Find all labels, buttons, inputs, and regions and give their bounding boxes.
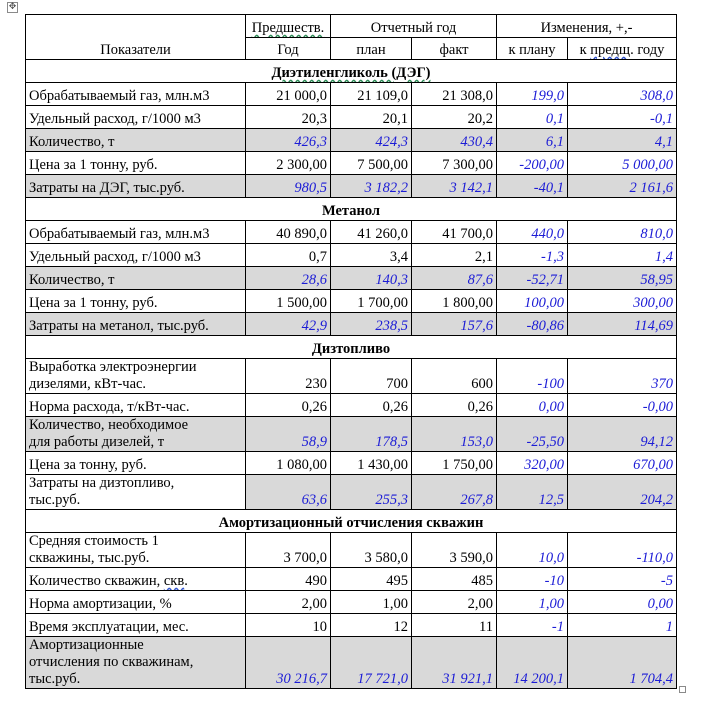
row-label: Цена за тонну, руб. <box>26 452 246 475</box>
table-row <box>26 637 677 689</box>
cell-diff-plan: -1 <box>497 614 568 637</box>
cell-diff-prev: 114,69 <box>568 313 677 336</box>
table-row <box>26 313 677 336</box>
cell-diff-plan: -1,3 <box>497 244 568 267</box>
table-row <box>26 244 677 267</box>
table-row <box>26 568 677 591</box>
cell-fact: 157,6 <box>412 313 497 336</box>
row-label: Обрабатываемый газ, млн.м3 <box>26 83 246 106</box>
cell-diff-plan: 100,00 <box>497 290 568 313</box>
cell-diff-prev: 810,0 <box>568 221 677 244</box>
row-label: Выработка электроэнергии дизелями, кВт-час. <box>26 359 246 394</box>
table-row <box>26 175 677 198</box>
cell-plan: 1 700,00 <box>331 290 412 313</box>
cell-plan: 0,26 <box>331 394 412 417</box>
table-row <box>26 359 677 394</box>
cell-plan: 1 430,00 <box>331 452 412 475</box>
cell-diff-plan: -25,50 <box>497 417 568 452</box>
cell-plan: 495 <box>331 568 412 591</box>
cell-prev: 10 <box>246 614 331 637</box>
cell-prev: 3 700,0 <box>246 533 331 568</box>
section-title-diesel: Дизтопливо <box>26 336 677 359</box>
header-plan: план <box>331 38 412 60</box>
section-title-methanol: Метанол <box>26 198 677 221</box>
cell-fact: 1 800,00 <box>412 290 497 313</box>
cell-plan: 7 500,00 <box>331 152 412 175</box>
cell-diff-prev: 2 161,6 <box>568 175 677 198</box>
cell-prev: 0,26 <box>246 394 331 417</box>
cell-plan: 21 109,0 <box>331 83 412 106</box>
table-row <box>26 152 677 175</box>
cell-prev: 0,7 <box>246 244 331 267</box>
cell-fact: 2,1 <box>412 244 497 267</box>
cell-diff-prev: 5 000,00 <box>568 152 677 175</box>
section-title-deg: Диэтиленгликоль (ДЭГ) <box>26 60 677 83</box>
cell-prev: 426,3 <box>246 129 331 152</box>
row-label: Норма расхода, т/кВт-час. <box>26 394 246 417</box>
cell-plan: 3 182,2 <box>331 175 412 198</box>
cell-prev: 42,9 <box>246 313 331 336</box>
cell-plan: 178,5 <box>331 417 412 452</box>
section-title-amort: Амортизационный отчисления скважин <box>26 510 677 533</box>
cell-fact: 31 921,1 <box>412 637 497 689</box>
cell-diff-prev: -0,1 <box>568 106 677 129</box>
row-label: Удельный расход, г/1000 м3 <box>26 106 246 129</box>
cell-diff-plan: 199,0 <box>497 83 568 106</box>
cell-fact: 0,26 <box>412 394 497 417</box>
table-row <box>26 475 677 510</box>
cell-fact: 21 308,0 <box>412 83 497 106</box>
cell-prev: 30 216,7 <box>246 637 331 689</box>
cell-fact: 430,4 <box>412 129 497 152</box>
cell-diff-prev: 300,00 <box>568 290 677 313</box>
table-row <box>26 614 677 637</box>
cell-diff-plan: 0,00 <box>497 394 568 417</box>
cell-prev: 1 500,00 <box>246 290 331 313</box>
cell-diff-prev: 4,1 <box>568 129 677 152</box>
table-row <box>26 221 677 244</box>
cell-diff-prev: 670,00 <box>568 452 677 475</box>
row-label: Количество, необходимое для работы дизелей, т <box>26 417 246 452</box>
cell-diff-plan: 1,00 <box>497 591 568 614</box>
cell-diff-plan: 14 200,1 <box>497 637 568 689</box>
cell-prev: 1 080,00 <box>246 452 331 475</box>
cell-diff-prev: 204,2 <box>568 475 677 510</box>
cell-prev: 28,6 <box>246 267 331 290</box>
row-label: Затраты на метанол, тыс.руб. <box>26 313 246 336</box>
cell-diff-plan: -52,71 <box>497 267 568 290</box>
cell-prev: 21 000,0 <box>246 83 331 106</box>
cell-diff-plan: -200,00 <box>497 152 568 175</box>
cell-prev: 2,00 <box>246 591 331 614</box>
cell-plan: 20,1 <box>331 106 412 129</box>
cell-diff-plan: 440,0 <box>497 221 568 244</box>
cell-plan: 41 260,0 <box>331 221 412 244</box>
cell-prev: 2 300,00 <box>246 152 331 175</box>
cell-diff-plan: 0,1 <box>497 106 568 129</box>
cell-diff-prev: 58,95 <box>568 267 677 290</box>
cell-plan: 140,3 <box>331 267 412 290</box>
cell-prev: 980,5 <box>246 175 331 198</box>
cell-plan: 424,3 <box>331 129 412 152</box>
table-move-handle[interactable]: ✥ <box>8 2 17 12</box>
header-changes: Изменения, +,- <box>497 15 677 38</box>
header-fact: факт <box>412 38 497 60</box>
cell-plan: 700 <box>331 359 412 394</box>
cell-fact: 20,2 <box>412 106 497 129</box>
cell-diff-prev: 370 <box>568 359 677 394</box>
row-label: Затраты на ДЭГ, тыс.руб. <box>26 175 246 198</box>
cell-prev: 40 890,0 <box>246 221 331 244</box>
table-row <box>26 129 677 152</box>
cell-fact: 41 700,0 <box>412 221 497 244</box>
table-row <box>26 83 677 106</box>
section-row <box>26 198 677 221</box>
section-row <box>26 60 677 83</box>
cell-fact: 1 750,00 <box>412 452 497 475</box>
table-row <box>26 290 677 313</box>
row-label: Обрабатываемый газ, млн.м3 <box>26 221 246 244</box>
cell-diff-prev: 0,00 <box>568 591 677 614</box>
table-row <box>26 106 677 129</box>
cell-diff-plan: -10 <box>497 568 568 591</box>
cell-diff-plan: 320,00 <box>497 452 568 475</box>
cell-fact: 3 590,0 <box>412 533 497 568</box>
row-label: Количество, т <box>26 129 246 152</box>
row-label: Средняя стоимость 1 скважины, тыс.руб. <box>26 533 246 568</box>
header-to-plan: к плану <box>497 38 568 60</box>
cell-diff-plan: -40,1 <box>497 175 568 198</box>
header-prev-bottom: Год <box>246 38 331 60</box>
cell-diff-prev: 308,0 <box>568 83 677 106</box>
cell-fact: 87,6 <box>412 267 497 290</box>
cell-fact: 600 <box>412 359 497 394</box>
cell-fact: 3 142,1 <box>412 175 497 198</box>
cell-prev: 20,3 <box>246 106 331 129</box>
cell-diff-prev: -0,00 <box>568 394 677 417</box>
cell-diff-plan: 12,5 <box>497 475 568 510</box>
row-label: Цена за 1 тонну, руб. <box>26 152 246 175</box>
row-label: Цена за 1 тонну, руб. <box>26 290 246 313</box>
header-indicators: Показатели <box>26 15 246 60</box>
cell-diff-prev: -5 <box>568 568 677 591</box>
cell-plan: 12 <box>331 614 412 637</box>
cell-prev: 490 <box>246 568 331 591</box>
cell-fact: 7 300,00 <box>412 152 497 175</box>
cell-diff-plan: -80,86 <box>497 313 568 336</box>
header-to-prev: к предщ. году <box>568 38 677 60</box>
cell-diff-prev: 1 704,4 <box>568 637 677 689</box>
table-row <box>26 417 677 452</box>
cell-diff-prev: 94,12 <box>568 417 677 452</box>
cell-prev: 63,6 <box>246 475 331 510</box>
cell-prev: 230 <box>246 359 331 394</box>
header-prev-top: Предшеств. <box>246 15 331 38</box>
cell-diff-plan: 10,0 <box>497 533 568 568</box>
table-row <box>26 591 677 614</box>
row-label: Время эксплуатации, мес. <box>26 614 246 637</box>
header-report-year: Отчетный год <box>331 15 497 38</box>
cell-prev: 58,9 <box>246 417 331 452</box>
cell-diff-plan: 6,1 <box>497 129 568 152</box>
cell-diff-prev: 1,4 <box>568 244 677 267</box>
header-row-1 <box>26 15 677 38</box>
table-resize-handle[interactable] <box>679 686 686 693</box>
table-row <box>26 452 677 475</box>
cell-plan: 17 721,0 <box>331 637 412 689</box>
cell-plan: 3 580,0 <box>331 533 412 568</box>
cell-fact: 153,0 <box>412 417 497 452</box>
table-row <box>26 267 677 290</box>
row-label: Удельный расход, г/1000 м3 <box>26 244 246 267</box>
row-label: Количество, т <box>26 267 246 290</box>
cell-fact: 485 <box>412 568 497 591</box>
cell-plan: 238,5 <box>331 313 412 336</box>
table-row <box>26 533 677 568</box>
cell-fact: 267,8 <box>412 475 497 510</box>
cell-plan: 3,4 <box>331 244 412 267</box>
row-label: Количество скважин, скв. <box>26 568 246 591</box>
cell-plan: 1,00 <box>331 591 412 614</box>
cell-fact: 11 <box>412 614 497 637</box>
row-label: Норма амортизации, % <box>26 591 246 614</box>
cell-plan: 255,3 <box>331 475 412 510</box>
cell-diff-prev: 1 <box>568 614 677 637</box>
section-row <box>26 336 677 359</box>
section-row <box>26 510 677 533</box>
row-label: Амортизационные отчисления по скважинам, тыс.руб. <box>26 637 246 689</box>
row-label: Затраты на дизтопливо, тыс.руб. <box>26 475 246 510</box>
cell-fact: 2,00 <box>412 591 497 614</box>
cell-diff-prev: -110,0 <box>568 533 677 568</box>
cell-diff-plan: -100 <box>497 359 568 394</box>
cost-table <box>25 14 677 689</box>
table-row <box>26 394 677 417</box>
